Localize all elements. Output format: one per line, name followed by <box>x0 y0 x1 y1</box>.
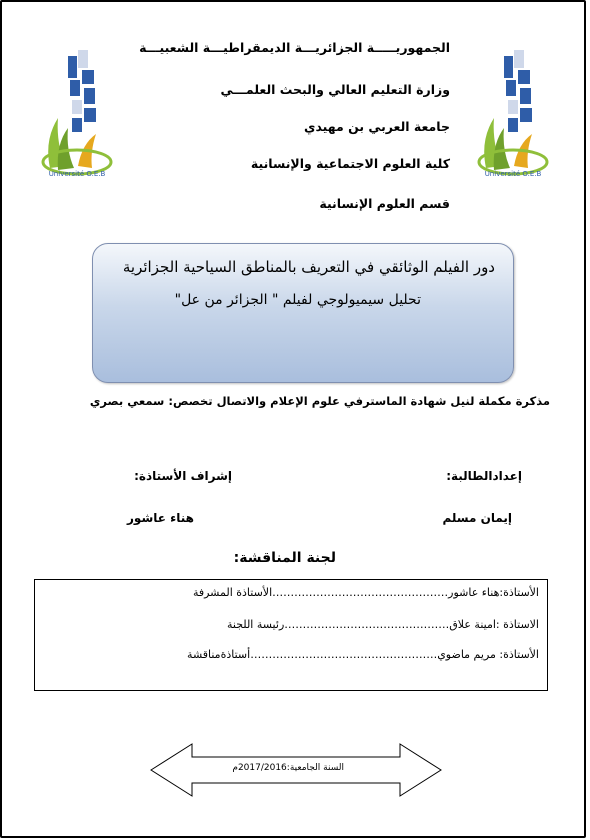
committee-role: رئيسة اللجنة <box>226 618 285 631</box>
svg-text:Université O.E.B: Université O.E.B <box>48 170 106 178</box>
academic-year-arrow <box>150 743 442 797</box>
committee-member: الاستاذة :امينة علاق <box>449 618 539 631</box>
student-name: إيمان مسلم <box>442 511 512 525</box>
thesis-title: دور الفيلم الوثائقي في التعريف بالمناطق السياحية الجزائرية <box>122 258 495 276</box>
committee-row <box>45 618 539 631</box>
thesis-subtitle: تحليل سيميولوجي لفيلم " الجزائر من عل" <box>174 292 421 308</box>
committee-dots: ………………………………………… <box>272 586 449 599</box>
thesis-note: مذكرة مكملة لنيل شهادة الماسترفي علوم الإعلام والاتصال تخصص: سمعي بصري <box>89 394 550 408</box>
header-university: جامعة العربي بن مهيدي <box>304 119 450 134</box>
header-republic: الجمهوريـــــة الجزائريـــة الديمقراطيـــة الشعبيـــة <box>139 40 450 55</box>
university-logo-left <box>38 48 116 178</box>
university-logo-icon <box>474 48 552 178</box>
student-label: إعدادالطالبة: <box>446 469 522 483</box>
supervisor-label: إشراف الأستاذة: <box>134 469 232 483</box>
header-department: قسم العلوم الإنسانية <box>319 196 450 211</box>
committee-row <box>45 648 539 661</box>
committee-dots: ……………………………………… <box>284 618 450 631</box>
committee-heading: لجنة المناقشة: <box>233 550 336 566</box>
committee-box <box>34 579 548 691</box>
university-logo-icon <box>38 48 116 178</box>
academic-year: السنة الجامعية:2017/2016م <box>232 763 344 773</box>
title-box <box>92 243 514 383</box>
committee-member: الأستاذة: مريم ماضوي <box>437 648 539 661</box>
committee-role: الأستاذة المشرفة <box>192 586 273 599</box>
svg-text:Université O.E.B: Université O.E.B <box>484 170 542 178</box>
committee-row <box>45 586 539 599</box>
committee-member: الأستاذة:هناء عاشور <box>448 586 539 599</box>
committee-dots: …………………………………………… <box>250 648 438 661</box>
supervisor-name: هناء عاشور <box>127 511 194 525</box>
committee-role: أستاذةمناقشة <box>187 648 251 661</box>
header-ministry: وزارة التعليم العالي والبحث العلمـــي <box>220 82 450 97</box>
header-faculty: كلية العلوم الاجتماعية والإنسانية <box>250 156 450 171</box>
university-logo-right <box>474 48 552 178</box>
